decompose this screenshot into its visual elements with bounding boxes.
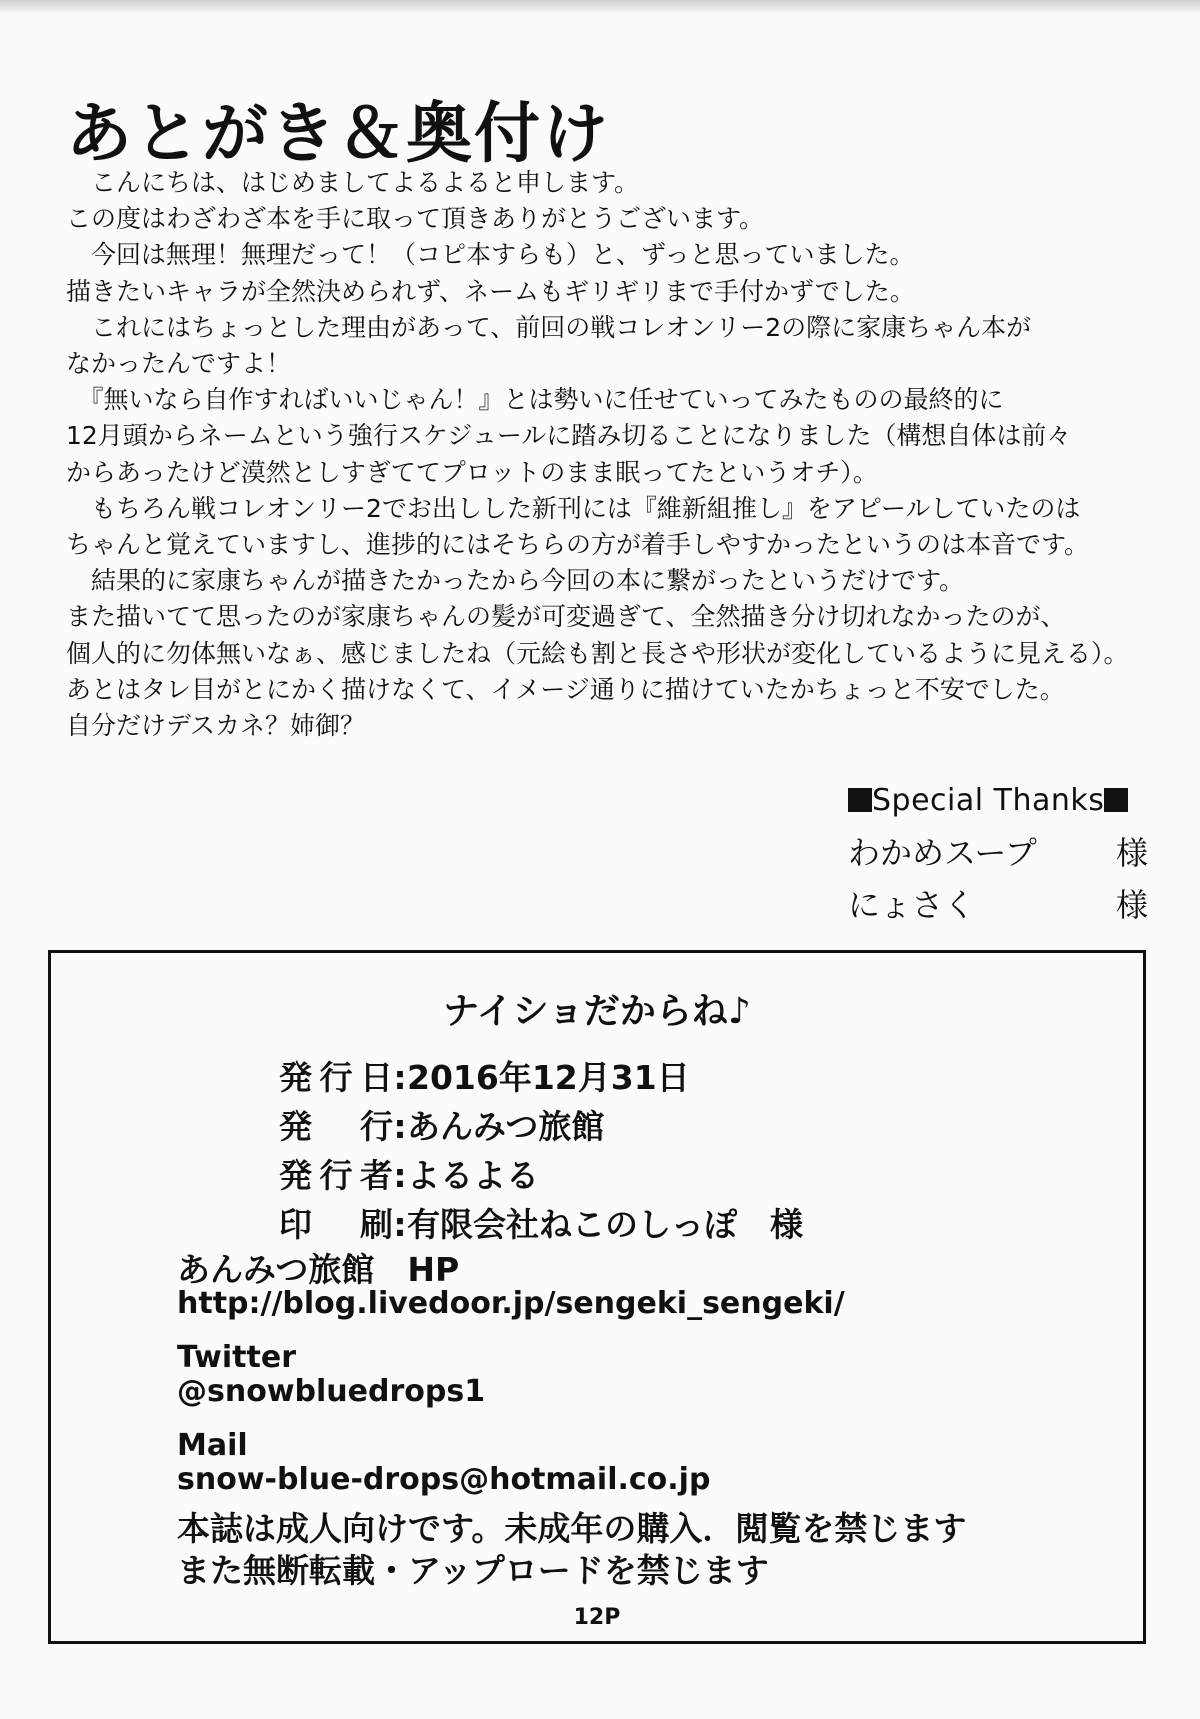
- twitter-handle: @snowbluedrops1: [177, 1374, 486, 1409]
- afterword-line: この度はわざわざ本を手に取って頂きありがとうございます。: [66, 204, 765, 234]
- afterword-line: なかったんですよ！: [66, 349, 292, 379]
- mail-block: [177, 1429, 845, 1497]
- afterword-line: あとはタレ目がとにかく描けなくて、イメージ通りに描けていたかちょっと不安でした。: [66, 674, 1065, 704]
- mail-address: snow-blue-drops@hotmail.co.jp: [177, 1462, 711, 1497]
- colophon-separator: :: [393, 1205, 407, 1244]
- colophon-label: 発行日: [279, 1058, 393, 1097]
- colophon-item: [279, 1102, 803, 1151]
- colophon-label: 印刷: [279, 1205, 393, 1244]
- square-bullet-icon: [848, 788, 872, 812]
- colophon-item: [279, 1200, 803, 1249]
- afterword-text: [66, 165, 1156, 744]
- thanks-honorific: 様: [1115, 886, 1148, 924]
- colophon-separator: :: [393, 1156, 407, 1195]
- page-title: あとがき＆奥付け: [66, 95, 610, 173]
- colophon-value: 2016年12月31日: [407, 1058, 690, 1097]
- twitter-block: [177, 1341, 845, 1409]
- square-bullet-icon: [1104, 788, 1128, 812]
- book-title: ナイショだからね♪: [443, 991, 751, 1032]
- colophon-separator: :: [393, 1058, 407, 1097]
- colophon-label: 発行者: [279, 1156, 393, 1195]
- special-thanks-heading: [848, 775, 1148, 827]
- thanks-honorific: 様: [1115, 834, 1148, 872]
- afterword-line: こんにちは、はじめましてよるよると申します。: [66, 168, 640, 197]
- colophon-item: [279, 1151, 803, 1200]
- special-thanks-title: Special Thanks: [872, 783, 1105, 818]
- colophon-value: あんみつ旅館: [407, 1107, 605, 1146]
- afterword-line: 描きたいキャラが全然決められず、ネームもギリギリまで手付かずでした。: [66, 276, 915, 306]
- twitter-label: Twitter: [177, 1340, 296, 1375]
- colophon-label: 発行: [279, 1107, 393, 1146]
- homepage-block: [177, 1250, 845, 1321]
- afterword-line: 12月頭からネームという強行スケジュールに踏み切ることになりました（構想自体は前々: [66, 421, 1072, 451]
- afterword-line: からあったけど漠然としすぎててプロットのまま眠ってたというオチ）。: [66, 457, 878, 487]
- afterword-line: 『無いなら自作すればいいじゃん！』とは勢いに任せていってみたものの最終的に: [66, 385, 1004, 415]
- homepage-url: http://blog.livedoor.jp/sengeki_sengeki/: [177, 1286, 845, 1321]
- colophon-value: よるよる: [407, 1156, 539, 1195]
- afterword-line: 自分だけデスカネ？姉御？: [66, 711, 366, 741]
- notice-line: 本誌は成人向けです。未成年の購入．閲覧を禁じます: [177, 1509, 967, 1548]
- colophon-value: 有限会社ねこのしっぽ 様: [407, 1205, 803, 1244]
- homepage-label: あんみつ旅館 HP: [177, 1250, 460, 1289]
- mail-label: Mail: [177, 1428, 248, 1463]
- thanks-name: にょさく: [848, 886, 976, 924]
- thanks-name: わかめスープ: [848, 834, 1037, 872]
- page-edge-shadow: [0, 0, 1200, 14]
- contact-info: [177, 1250, 845, 1517]
- special-thanks: [848, 775, 1148, 931]
- afterword-line: 結果的に家康ちゃんが描きたかったから今回の本に繋がったというだけです。: [66, 566, 965, 596]
- thanks-entry: [848, 827, 1148, 879]
- afterword-line: もちろん戦コレオンリー2でお出しした新刊には『維新組推し』をアピールしていたのは: [66, 493, 1081, 523]
- thanks-entry: [848, 879, 1148, 931]
- colophon-separator: :: [393, 1107, 407, 1146]
- age-restriction-notice: [177, 1508, 966, 1592]
- colophon-box: [48, 950, 1146, 1644]
- afterword-line: これにはちょっとした理由があって、前回の戦コレオンリー2の際に家康ちゃん本が: [66, 312, 1032, 342]
- notice-line: また無断転載・アップロードを禁じます: [177, 1551, 769, 1590]
- afterword-line: 個人的に勿体無いなぁ、感じましたね（元絵も割と長さや形状が変化しているように見える）。: [66, 638, 1129, 668]
- afterword-line: また描いてて思ったのが家康ちゃんの髪が可変過ぎて、全然描き分け切れなかったのが、: [66, 602, 1066, 632]
- afterword-line: 今回は無理！無理だって！（コピ本すらも）と、ずっと思っていました。: [66, 240, 915, 270]
- colophon-item: [279, 1053, 803, 1102]
- page-number: 12P: [573, 1605, 621, 1630]
- colophon-list: [279, 1053, 803, 1249]
- afterword-line: ちゃんと覚えていますし、進捗的にはそちらの方が着手しやすかったというのは本音です。: [66, 530, 1090, 560]
